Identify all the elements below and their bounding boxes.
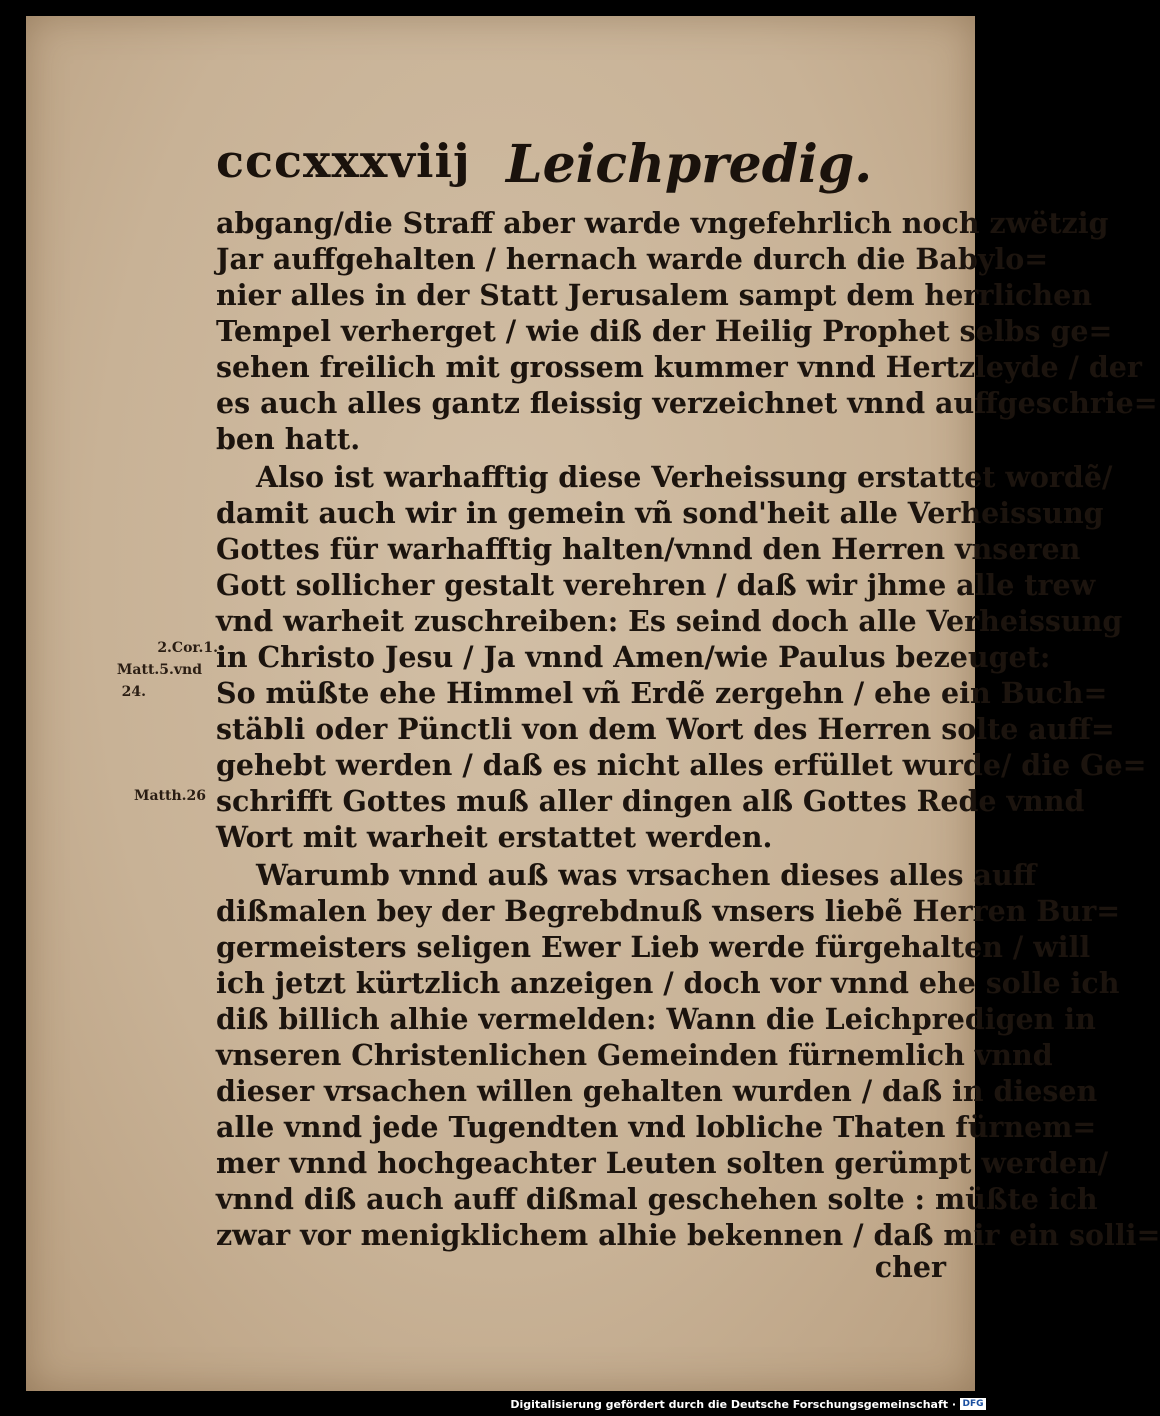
text-line: vnseren Christenlichen Gemeinden fürnemlich vnnd (216, 1038, 1053, 1072)
text-line: mer vnnd hochgeachter Leuten solten gerümpt werden/ (216, 1146, 1109, 1180)
text-line: nier alles in der Statt Jerusalem sampt dem herrlichen (216, 278, 1092, 312)
running-head: Leichpredig. (506, 134, 873, 195)
text-line: in Christo Jesu / Ja vnnd Amen/wie Paulus bezeuget: (216, 640, 1051, 674)
text-line: cher (874, 1250, 946, 1284)
text-line: Tempel verherget / wie diß der Heilig Prophet selbs ge= (216, 314, 1113, 348)
text-line: dißmalen bey der Begrebdnuß vnsers liebẽ Herren Bur= (216, 894, 1121, 928)
text-line: vnd warheit zuschreiben: Es seind doch alle Verheissung (216, 604, 1123, 638)
text-line: So müßte ehe Himmel vñ Erdẽ zergehn / ehe ein Buch= (216, 676, 1108, 710)
text-line: schrifft Gottes muß aller dingen alß Gottes Rede vnnd (216, 784, 1085, 818)
text-line: ben hatt. (216, 422, 361, 456)
footer-bar (0, 1391, 1000, 1416)
margin-note: Matt.5.vnd (116, 662, 202, 678)
margin-note: Matth.26 (133, 788, 206, 804)
scanned-page (26, 16, 1160, 1391)
text-line: Also ist warhafftig diese Verheissung erstattet wordẽ/ (256, 460, 1113, 494)
text-line: stäbli oder Pünctli von dem Wort des Herren solte auff= (216, 712, 1115, 746)
page-header (216, 134, 873, 204)
text-line: es auch alles gantz fleissig verzeichnet vnnd auffgeschrie= (216, 386, 1158, 420)
text-line: gehebt werden / daß es nicht alles erfüllet wurde/ die Ge= (216, 748, 1147, 782)
text-line: alle vnnd jede Tugendten vnd lobliche Thaten fürnem= (216, 1110, 1097, 1144)
margin-note: 2.Cor.1. (157, 640, 218, 656)
text-line: diß billich alhie vermelden: Wann die Leichpredigen in (216, 1002, 1096, 1036)
text-line: Wort mit warheit erstattet werden. (216, 820, 773, 854)
text-line: abgang/die Straff aber warde vngefehrlich noch zwëtzig (216, 206, 1109, 240)
text-line: Jar auffgehalten / hernach warde durch die Babylo= (216, 242, 1049, 276)
folio-number: cccxxxviij (216, 134, 471, 188)
text-line: Warumb vnnd auß was vrsachen dieses alles auff (256, 858, 1037, 892)
text-line: damit auch wir in gemein vñ sond'heit alle Verheissung (216, 496, 1104, 530)
text-line: zwar vor menigklichem alhie bekennen / daß mir ein solli= (216, 1218, 1160, 1252)
text-line: Gott sollicher gestalt verehren / daß wir jhme alle trew (216, 568, 1096, 602)
footer-credit: Digitalisierung gefördert durch die Deutsche Forschungsgemeinschaft · (510, 1398, 956, 1411)
text-line: germeisters seligen Ewer Lieb werde fürgehalten / will (216, 930, 1091, 964)
dfg-logo: DFG (960, 1398, 986, 1410)
text-line: vnnd diß auch auff dißmal geschehen solte : müßte ich (216, 1182, 1098, 1216)
text-line: ich jetzt kürtzlich anzeigen / doch vor vnnd ehe solle ich (216, 966, 1120, 1000)
text-line: Gottes für warhafftig halten/vnnd den Herren vnseren (216, 532, 1081, 566)
text-line: dieser vrsachen willen gehalten wurden / daß in diesen (216, 1074, 1098, 1108)
margin-note: 24. (121, 684, 146, 700)
text-line: sehen freilich mit grossem kummer vnnd Hertzleyde / der (216, 350, 1142, 384)
